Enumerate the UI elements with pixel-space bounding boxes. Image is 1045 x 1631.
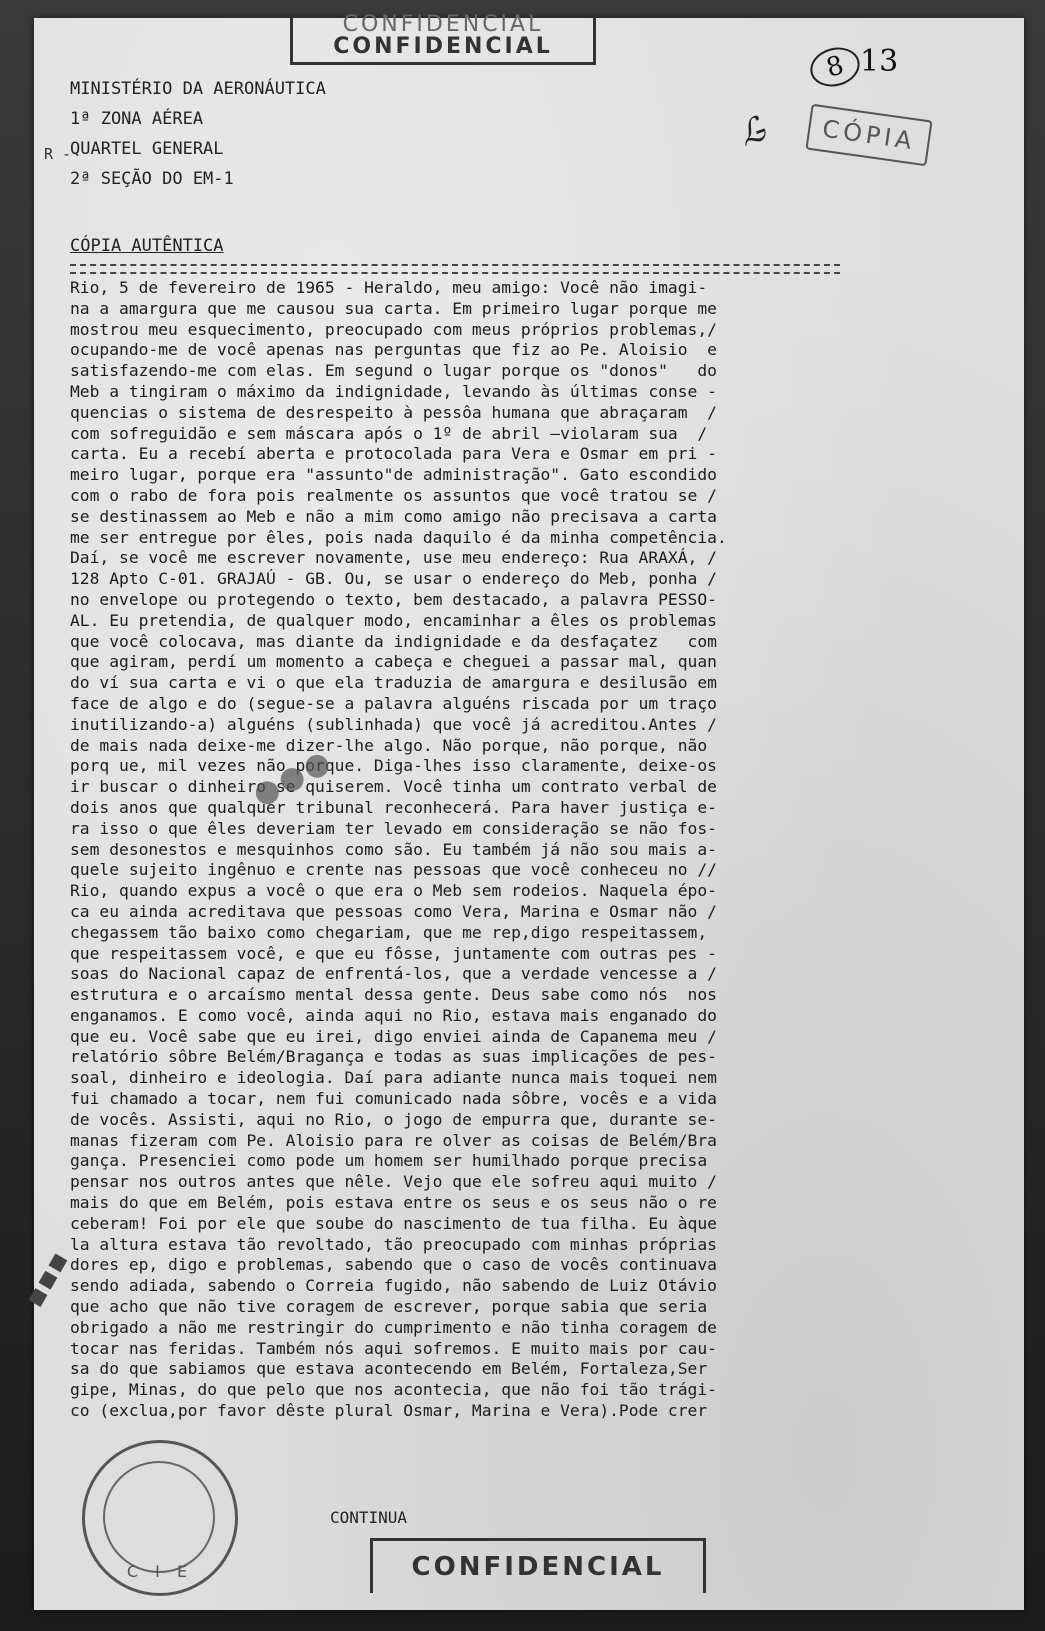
letter-line: se destinassem ao Meb e não a mim como amigo não precisava a carta xyxy=(70,506,717,526)
margin-mark: R - xyxy=(44,145,72,163)
letter-body xyxy=(70,278,840,1422)
letter-line: ceberam! Foi por ele que soube do nascimento de tua filha. Eu àque xyxy=(70,1213,717,1233)
letter-line: fui chamado a tocar, nem fui comunicado nada sôbre, vocês e a vida xyxy=(70,1089,717,1109)
letter-line: meiro lugar, porque era "assunto"de administração". Gato escondido xyxy=(70,465,717,485)
letter-line: dois anos que qualquer tribunal reconhecerá. Para haver justiça e- xyxy=(70,797,717,817)
letter-line: do ví sua carta e vi o que ela traduzia de amargura e desilusão em xyxy=(70,673,717,693)
letter-line: inutilizando-a) alguéns (sublinhada) que você já acreditou.Antes / xyxy=(70,714,717,734)
letter-line: gipe, Minas, do que pelo que nos acontecia, que não foi tão trági- xyxy=(70,1380,717,1400)
letterhead xyxy=(70,74,326,194)
letter-line: mostrou meu esquecimento, preocupado com meus próprios problemas,/ xyxy=(70,319,717,339)
letter-line: com sofreguidão e sem máscara após o 1º de abril —violaram sua / xyxy=(70,423,708,443)
letter-line: Meb a tingiram o máximo da indignidade, levando às últimas conse - xyxy=(70,381,717,401)
letter-line: que respeitassem você, e que eu fôsse, juntamente com outras pes - xyxy=(70,943,717,963)
letter-line: mais do que em Belém, pois estava entre os seus e os seus não o re xyxy=(70,1193,717,1213)
letter-line: carta. Eu a recebí aberta e protocolada para Vera e Osmar em pri - xyxy=(70,444,717,464)
letterhead-line-2: 1ª ZONA AÉREA xyxy=(70,109,204,129)
letter-line: que acho que não tive coragem de escrever, porque sabia que seria xyxy=(70,1297,708,1317)
letter-line: na a amargura que me causou sua carta. Em primeiro lugar porque me xyxy=(70,298,717,318)
confidential-stamp-bottom: CONFIDENCIAL xyxy=(370,1538,706,1593)
letter-line: ir buscar o dinheiro se quiserem. Você tinha um contrato verbal de xyxy=(70,777,717,797)
letter-line: quele sujeito ingênuo e crente nas pessoas que você conheceu no // xyxy=(70,860,717,880)
circular-seal-stamp xyxy=(82,1440,238,1596)
letter-line: soal, dinheiro e ideologia. Daí para adiante nunca mais toquei nem xyxy=(70,1068,717,1088)
letter-line: relatório sôbre Belém/Bragança e todas as suas implicações de pes- xyxy=(70,1047,717,1067)
letter-line: chegassem tão baixo como chegariam, que me rep,digo respeitassem, xyxy=(70,922,708,942)
seal-inner-ring xyxy=(103,1461,215,1573)
letter-line: tocar nas feridas. Também nós aqui sofremos. E muito mais por cau- xyxy=(70,1338,717,1358)
letter-line: la altura estava tão revoltado, tão preocupado com minhas próprias xyxy=(70,1234,717,1254)
letter-line: que você colocava, mas diante da indignidade e da desfaçatez com xyxy=(70,631,717,651)
circled-page-number: 8 xyxy=(806,42,864,92)
seal-label: C I E xyxy=(126,1562,194,1581)
letter-line: porq ue, mil vezes não porque. Diga-lhes isso claramente, deixe-os xyxy=(70,756,717,776)
letter-line: satisfazendo-me com elas. Em segund o lugar porque os "donos" do xyxy=(70,361,717,381)
letter-line: AL. Eu pretendia, de qualquer modo, encaminhar a êles os problemas xyxy=(70,610,717,630)
letterhead-line-1: MINISTÉRIO DA AERONÁUTICA xyxy=(70,79,326,99)
confidential-stamp-top xyxy=(290,14,596,65)
letter-line: Rio, quando expus a você o que era o Meb sem rodeios. Naquela épo- xyxy=(70,881,717,901)
letter-line: 128 Apto C-01. GRAJAÚ - GB. Ou, se usar o endereço do Meb, ponha / xyxy=(70,569,717,589)
letter-line: de mais nada deixe-me dizer-lhe algo. Não porque, não porque, não xyxy=(70,735,708,755)
letter-line: co (exclua,por favor dêste plural Osmar, Marina e Vera).Pode crer xyxy=(70,1401,708,1421)
letter-line: no envelope ou protegendo o texto, bem destacado, a palavra PESSO- xyxy=(70,589,717,609)
letter-line: ocupando-me de você apenas nas perguntas que fiz ao Pe. Aloisio e xyxy=(70,340,717,360)
letter-line: Daí, se você me escrever novamente, use meu endereço: Rua ARAXÁ, / xyxy=(70,548,717,568)
letter-line: ca eu ainda acreditava que pessoas como Vera, Marina e Osmar não / xyxy=(70,901,717,921)
document-title: CÓPIA AUTÊNTICA xyxy=(70,236,224,256)
letter-line: de vocês. Assisti, aqui no Rio, o jogo de empurra que, durante se- xyxy=(70,1109,717,1129)
letter-line: gança. Presenciei como pode um homem ser humilhado porque precisa xyxy=(70,1151,708,1171)
letter-line: com o rabo de fora pois realmente os assuntos que você tratou se / xyxy=(70,485,717,505)
letter-line: quencias o sistema de desrespeito à pessôa humana que abraçaram / xyxy=(70,402,717,422)
letter-line: que eu. Você sabe que eu irei, digo enviei ainda de Capanema meu / xyxy=(70,1026,717,1046)
letter-line: dores ep, digo e problemas, sabendo que o caso de vocês continuava xyxy=(70,1255,717,1275)
letter-line: manas fizeram com Pe. Aloisio para re olver as coisas de Belém/Bra xyxy=(70,1130,717,1150)
letter-line: obrigado a não me restringir do cumprimento e não tinha coragem de xyxy=(70,1317,717,1337)
handwritten-page-number: 13 xyxy=(860,44,899,79)
continua-marker: CONTINUA xyxy=(330,1508,408,1527)
letter-line: sa do que sabiamos que estava acontecendo em Belém, Fortaleza,Ser xyxy=(70,1359,708,1379)
handwritten-initials-signature: ℒ̵ xyxy=(733,109,771,155)
letter-line: me ser entregue por êles, pois nada daquilo é da minha competência. xyxy=(70,527,727,547)
letter-line: face de algo e do (segue-se a palavra alguéns riscada por um traço xyxy=(70,693,717,713)
letter-line: soas do Nacional capaz de enfrentá-los, que a verdade vencesse a / xyxy=(70,964,717,984)
letter-line: ra isso o que êles deveriam ter levado em consideração se não fos- xyxy=(70,818,717,838)
letter-line: estrutura e o arcaísmo mental dessa gente. Deus sabe como nós nos xyxy=(70,985,717,1005)
left-margin-faded-stamp: ■■■ xyxy=(23,1247,73,1310)
double-rule-divider xyxy=(70,264,840,274)
letter-line: sendo adiada, sabendo o Correia fugido, não sabendo de Luiz Otávio xyxy=(70,1276,717,1296)
letter-line: pensar nos outros antes que nêle. Vejo que ele sofreu aqui muito / xyxy=(70,1172,717,1192)
diagonal-faded-stamp: ●●● xyxy=(246,742,338,813)
letter-line: que agiram, perdí um momento a cabeça e cheguei a passar mal, quan xyxy=(70,652,717,672)
confidential-stamp-ghost-text: CONFIDENCIAL xyxy=(342,12,544,37)
letter-line: enganamos. E como você, ainda aqui no Rio, estava mais enganado do xyxy=(70,1005,717,1025)
letter-line: sem desonestos e mesquinhos como são. Eu também já não sou mais a- xyxy=(70,839,717,859)
letterhead-line-4: 2ª SEÇÃO DO EM-1 xyxy=(70,169,234,189)
letterhead-line-3: QUARTEL GENERAL xyxy=(70,139,224,159)
copia-stamp: CÓPIA xyxy=(805,104,932,167)
confidential-stamp-text: CONFIDENCIAL xyxy=(333,34,553,59)
letter-line: Rio, 5 de fevereiro de 1965 - Heraldo, meu amigo: Você não imagi- xyxy=(70,278,708,297)
